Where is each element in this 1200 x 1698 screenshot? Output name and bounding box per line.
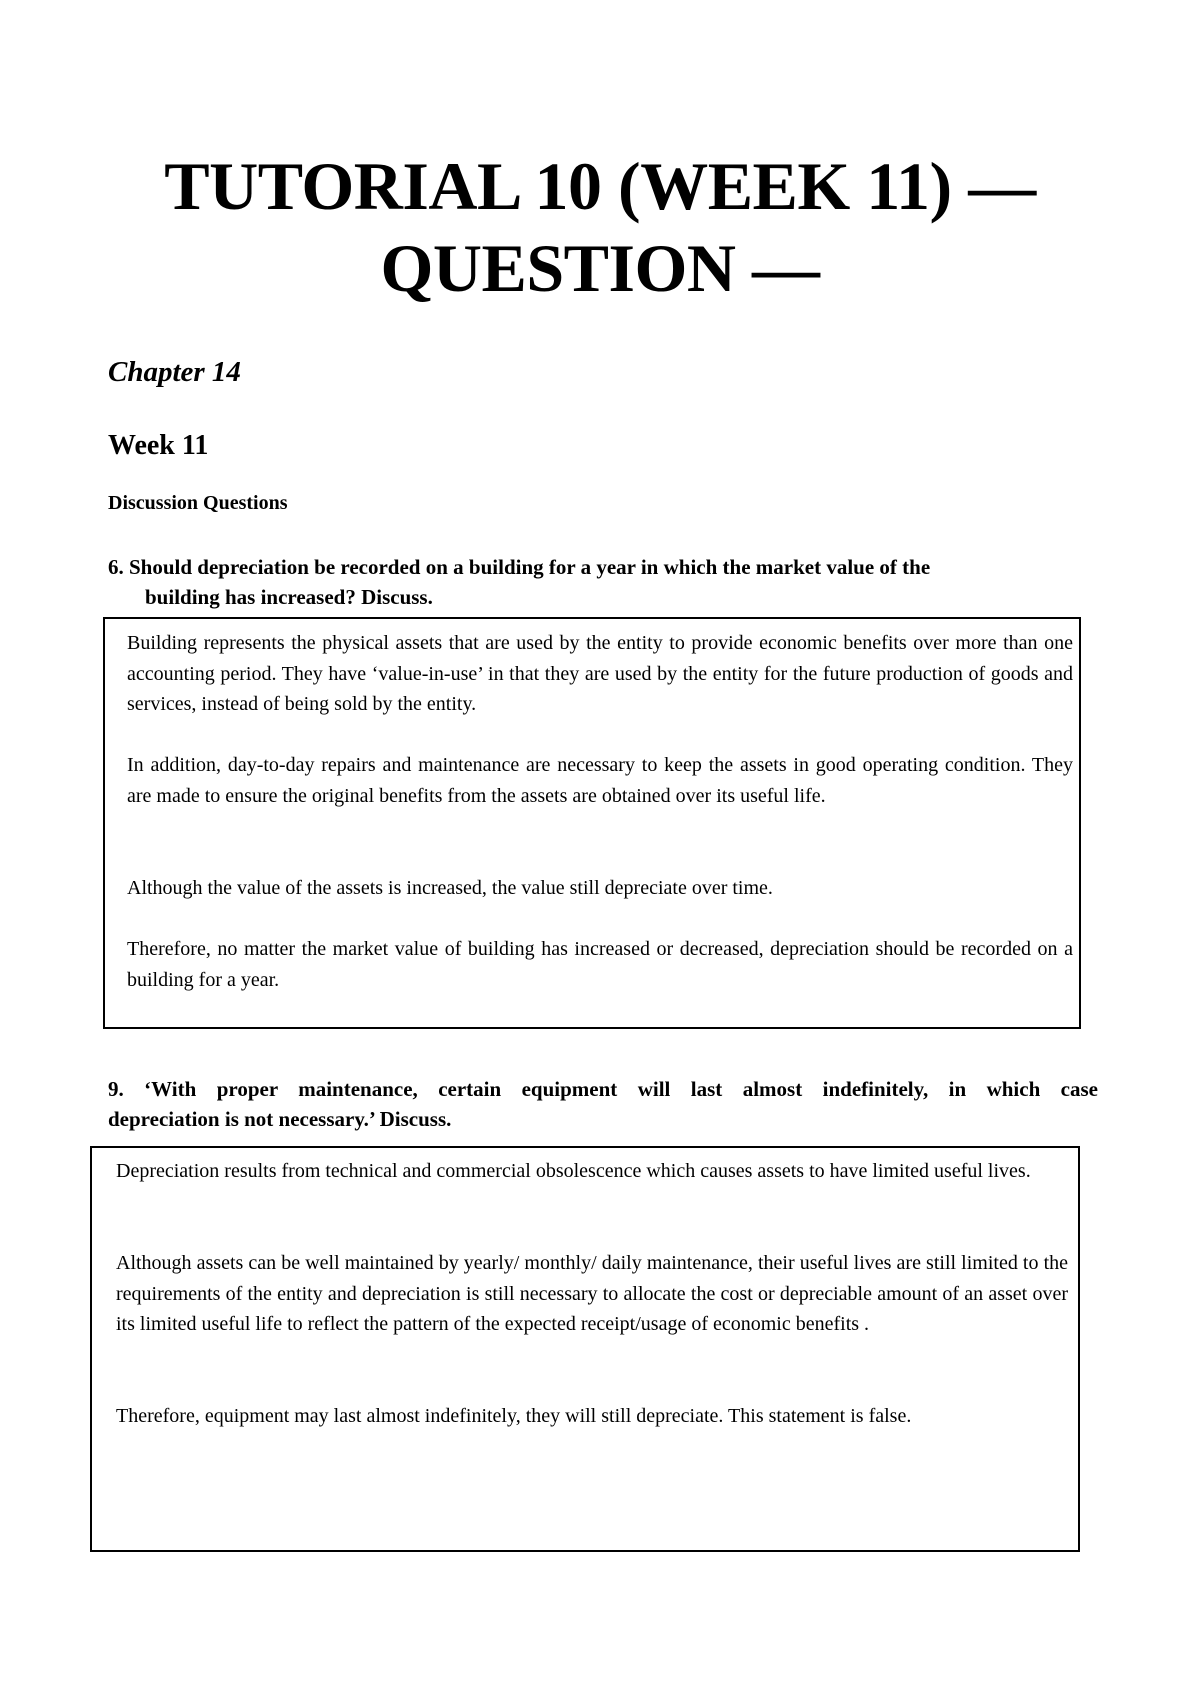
section-heading: Discussion Questions [108,492,288,514]
answer-6-paragraph-1: Building represents the physical assets that are used by the entity to provide economic benefits over more than one accounting period. They have ‘value-in-use’ in that they are used by the entity for the future production of goods and services, instead of being sold by the entity. [127,632,1073,715]
week-label: Week 11 [108,430,209,461]
question-9-line-2: depreciation is not necessary.’ Discuss. [108,1107,452,1131]
question-6-line-1: 6. Should depreciation be recorded on a building for a year in which the market value of the [108,555,931,579]
answer-box-question-6 [103,617,1081,1029]
page-title-line-2: QUESTION — [380,230,820,306]
question-9 [108,1074,1098,1134]
answer-box-question-9 [90,1146,1080,1552]
answer-6-paragraph-2: In addition, day-to-day repairs and maintenance are necessary to keep the assets in good operating condition. They are made to ensure the original benefits from the assets are obtained over its useful life. [127,754,1073,807]
answer-9-paragraph-3: Therefore, equipment may last almost indefinitely, they will still depreciate. This statement is false. [116,1405,912,1427]
question-9-line-1: 9. ‘With proper maintenance, certain equipment will last almost indefinitely, in which case [108,1077,1098,1101]
answer-9-paragraph-2: Although assets can be well maintained by yearly/ monthly/ daily maintenance, their useful lives are still limited to the requirements of the entity and depreciation is still necessary to allocate the cost or depreciable amount of an asset over its limited useful life to reflect the pattern of the expected receipt/usage of economic benefits . [116,1252,1068,1335]
question-6-line-2: building has increased? Discuss. [145,585,433,609]
answer-6-paragraph-3: Although the value of the assets is increased, the value still depreciate over time. [127,877,773,899]
chapter-label: Chapter 14 [108,356,241,388]
question-6 [108,552,1098,612]
page-title-line-1: TUTORIAL 10 (WEEK 11) — [164,148,1036,224]
answer-9-paragraph-1: Depreciation results from technical and commercial obsolescence which causes assets to have limited useful lives. [116,1160,1031,1182]
answer-6-paragraph-4: Therefore, no matter the market value of building has increased or decreased, depreciation should be recorded on a building for a year. [127,938,1073,991]
